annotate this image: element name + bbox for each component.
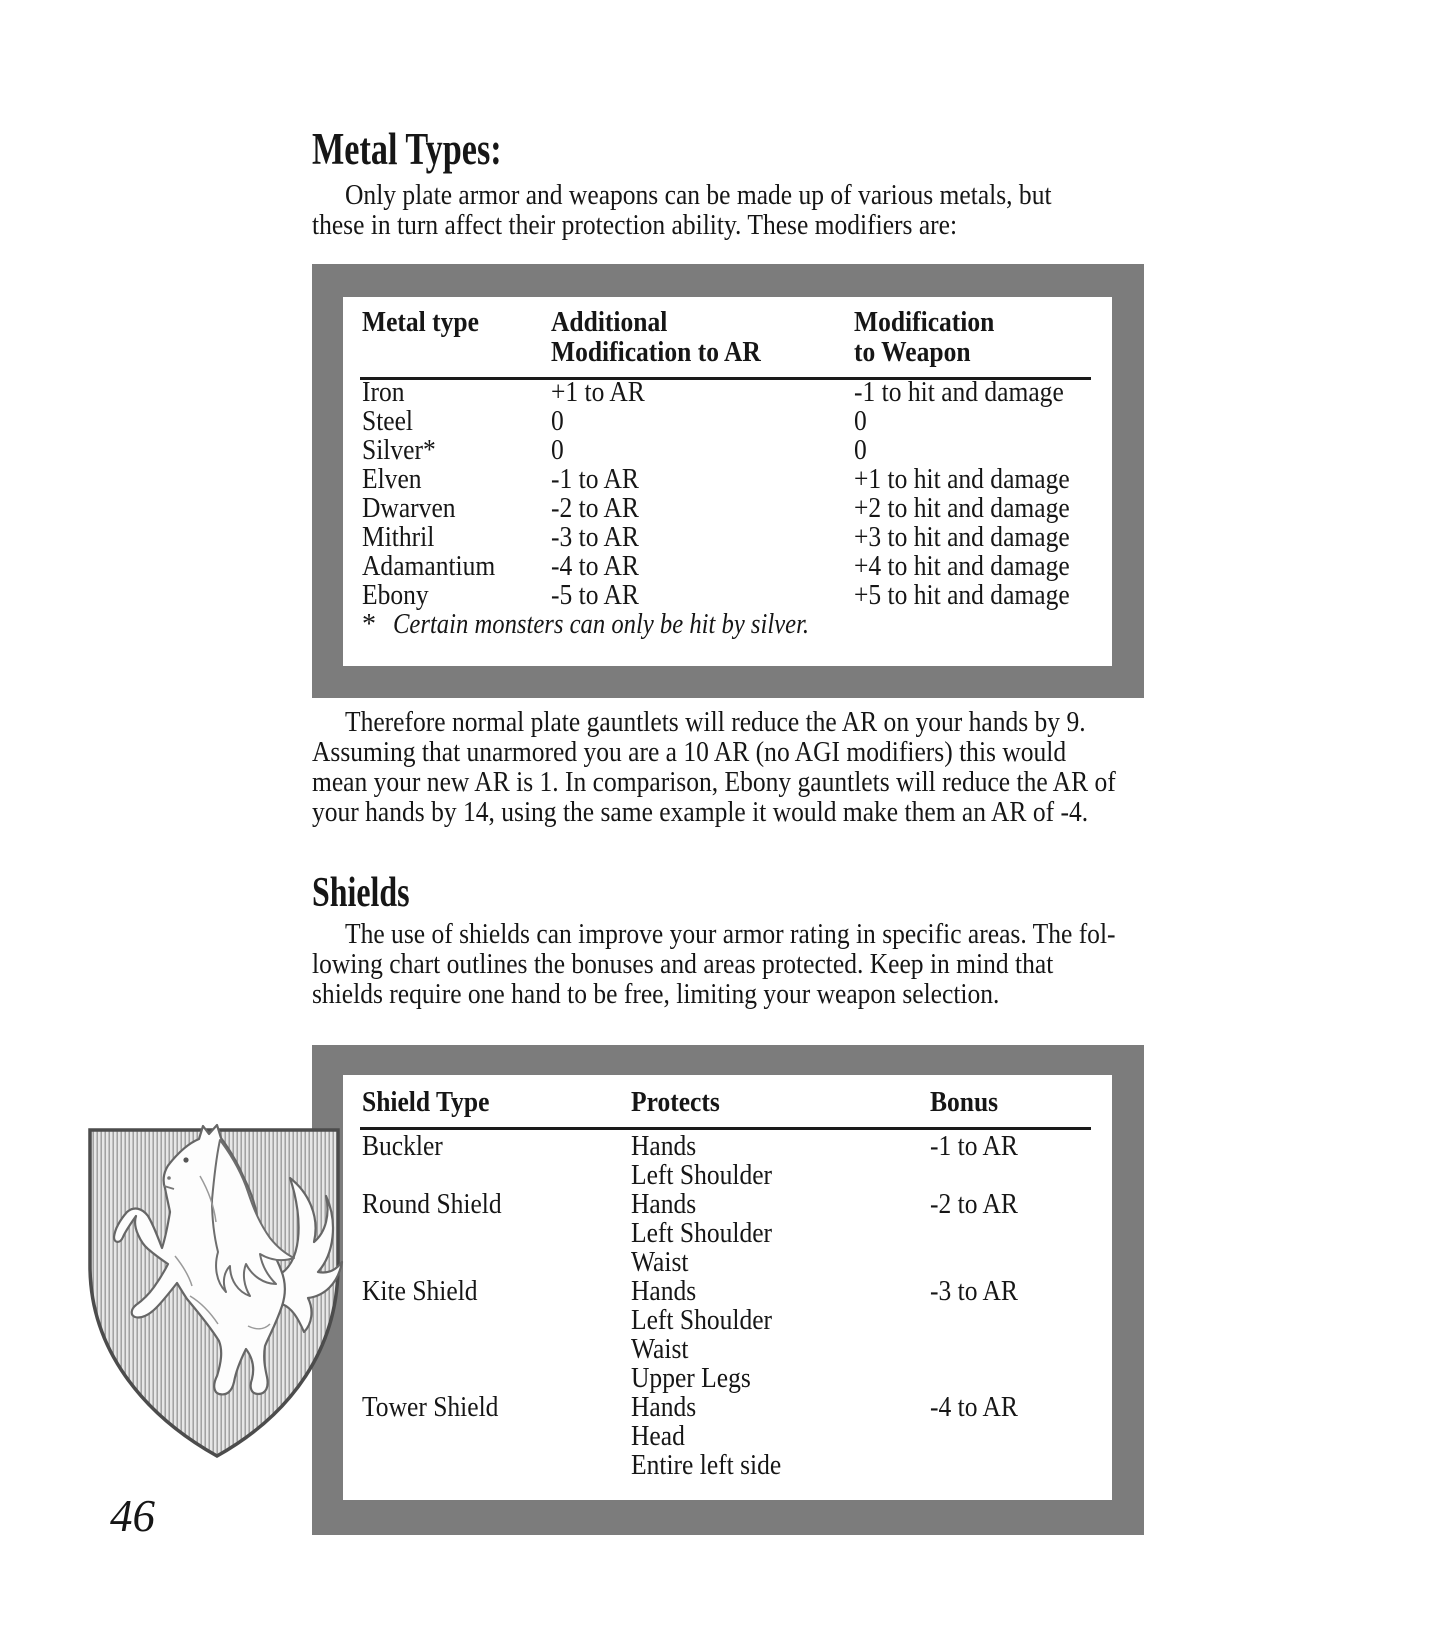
table-cell: Elven <box>362 463 422 495</box>
table-cell: +1 to hit and damage <box>854 463 1070 495</box>
table-cell: Dwarven <box>362 492 456 524</box>
silver-footnote: * Certain monsters can only be hit by silver. <box>362 609 810 640</box>
table-cell: -5 to AR <box>551 579 639 611</box>
metal-body-paragraph: Therefore normal plate gauntlets will reduce the AR on your hands by 9. Assuming that unarmored you are a 10 AR (no AGI modifiers) this would mean your new AR is 1. In comparison, Ebony gauntlets will reduce the AR of your hands by 14, using the same example it would make them an AR of -4. <box>312 706 1116 828</box>
shields-heading: Shields <box>312 870 410 916</box>
table-cell: Hands Head Entire left side <box>631 1391 782 1481</box>
table-row <box>362 1277 1112 1393</box>
footnote-marker: * <box>362 609 376 640</box>
table-row <box>362 1190 1112 1277</box>
table-cell: +5 to hit and damage <box>854 579 1070 611</box>
table-cell: Kite Shield <box>362 1275 478 1307</box>
shield-table-header-row <box>362 1087 1112 1117</box>
table-cell: -3 to AR <box>551 521 639 553</box>
shields-intro-paragraph: The use of shields can improve your armor rating in specific areas. The fol- lowing chart outlines the bonuses and areas protected. Keep in mind that shields require one hand to be free, limiting your weapon selection. <box>312 918 1116 1010</box>
table-cell: -1 to hit and damage <box>854 376 1064 408</box>
table-cell: -2 to AR <box>930 1188 1018 1220</box>
horse-eye <box>183 1157 188 1162</box>
table-cell: -1 to AR <box>930 1130 1018 1162</box>
metal-intro-paragraph: Only plate armor and weapons can be made up of various metals, but these in turn affect their protection ability. These modifiers are: <box>312 179 1052 241</box>
table-cell: -3 to AR <box>930 1275 1018 1307</box>
table-cell: -1 to AR <box>551 463 639 495</box>
table-cell: -2 to AR <box>551 492 639 524</box>
shield-table-rows <box>362 1132 1112 1480</box>
table-cell: -4 to AR <box>930 1391 1018 1423</box>
metal-table-rows <box>362 378 1112 610</box>
table-cell: Hands Left Shoulder Waist Upper Legs <box>631 1275 773 1394</box>
metal-table-header-row <box>362 307 1112 367</box>
table-cell: Mithril <box>362 521 435 553</box>
shield-table-panel <box>343 1075 1112 1500</box>
table-cell: +3 to hit and damage <box>854 521 1070 553</box>
metal-table-panel <box>343 297 1112 666</box>
table-cell: Tower Shield <box>362 1391 499 1423</box>
shield-table-header-protects: Protects <box>631 1086 720 1118</box>
rampant-horse-shield-illustration <box>80 1116 348 1466</box>
metal-types-heading: Metal Types: <box>312 124 502 174</box>
shield-table-header-bonus: Bonus <box>930 1086 999 1118</box>
table-cell: Hands Left Shoulder Waist <box>631 1188 773 1278</box>
table-cell: +2 to hit and damage <box>854 492 1070 524</box>
table-cell: Adamantium <box>362 550 496 582</box>
table-cell: 0 <box>854 434 867 466</box>
shield-table-header-type: Shield Type <box>362 1086 490 1118</box>
table-cell: Buckler <box>362 1130 443 1162</box>
table-cell: Iron <box>362 376 405 408</box>
metal-table-header-ar-mod: Additional Modification to AR <box>551 306 761 368</box>
horse-nostril <box>167 1176 171 1180</box>
table-cell: 0 <box>551 434 564 466</box>
table-cell: Steel <box>362 405 414 437</box>
table-cell: Ebony <box>362 579 429 611</box>
table-cell: 0 <box>854 405 867 437</box>
table-cell: 0 <box>551 405 564 437</box>
table-cell: +4 to hit and damage <box>854 550 1070 582</box>
table-cell: +1 to AR <box>551 376 645 408</box>
page-number: 46 <box>110 1491 155 1541</box>
table-cell: Silver* <box>362 434 436 466</box>
table-cell: Round Shield <box>362 1188 502 1220</box>
metal-table-header-metal-type: Metal type <box>362 306 479 338</box>
table-cell: Hands Left Shoulder <box>631 1130 773 1191</box>
table-row <box>362 1132 1112 1190</box>
table-cell: -4 to AR <box>551 550 639 582</box>
table-row <box>362 1393 1112 1480</box>
metal-table-header-weapon-mod: Modification to Weapon <box>854 306 995 368</box>
